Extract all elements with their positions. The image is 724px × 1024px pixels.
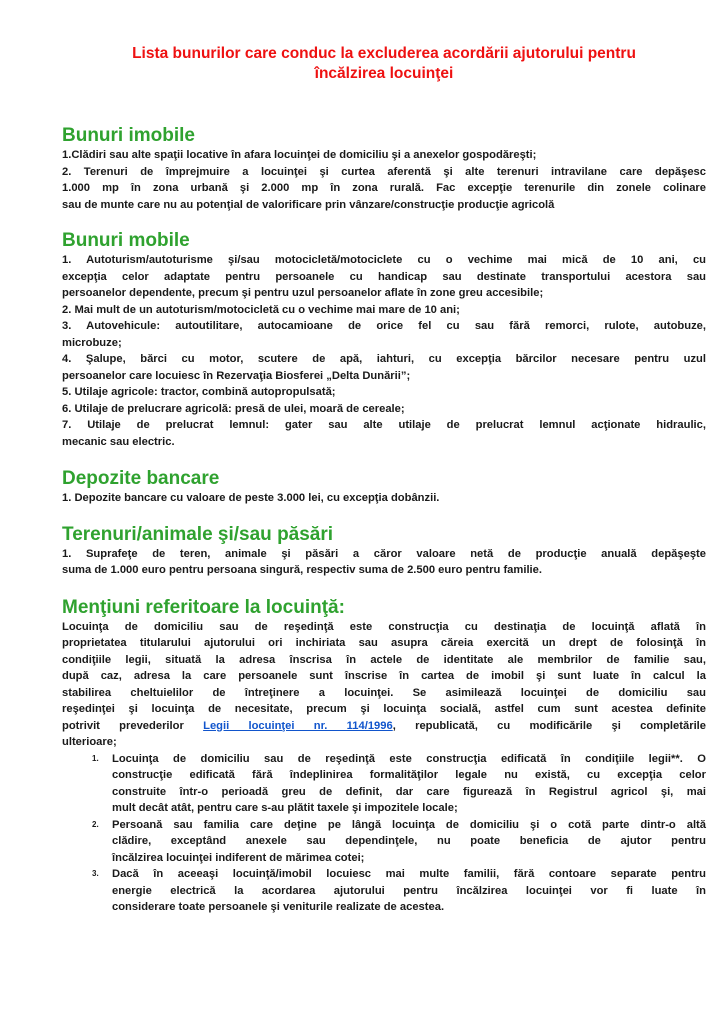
document-title [62, 44, 706, 84]
list-item [92, 751, 706, 817]
mentiuni-list [62, 751, 706, 916]
list-item-line: considerare toate persoanele şi veniturile realizate de acestea. [112, 901, 445, 913]
heading-mentiuni-locuinta: Menţiuni referitoare la locuinţă: [62, 596, 345, 618]
title-line-1: Lista bunurilor care conduc la excluderea acordării ajutorului pentru [132, 45, 636, 62]
imobile-line: sau de munte care nu au potenţial de valorificare prin vânzare/construcţie producţie agricolă [62, 198, 555, 211]
list-item-line: energie electrică la acordarea ajutorului pentru încălzirea locuinţei vor fi luate în [112, 884, 706, 897]
depozite-line: 1. Depozite bancare cu valoare de peste 3.000 lei, cu excepţia dobânzii. [62, 492, 440, 504]
mentiuni-line: proprietatea titularului ajutorului ori inchiriata sau asupra căreia exercită un drept de folosinţă în [62, 637, 706, 649]
mobile-line: 5. Utilaje agricole: tractor, combină autopropulsată; [62, 386, 336, 398]
mentiuni-line: Locuinţa de domiciliu sau de reşedinţă este construcţia cu destinaţia de locuinţă aflată în [62, 620, 706, 633]
mentiuni-line: ulterioare; [62, 736, 117, 748]
mobile-line: 6. Utilaje de prelucrare agricolă: presă de ulei, moară de cereale; [62, 402, 405, 415]
mobile-line: 3. Autovehicule: autoutilitare, autocamioane de orice fel cu sau fără remorci, rulote, autobuze, [62, 320, 706, 332]
mentiuni-line: reşedinţei şi locuinţa de necesitate, precum şi locuinţa socială, astfel cum sunt acestea definite [62, 703, 706, 715]
mobile-line: persoanelor care locuiesc în Rezervaţia Biosferei „Delta Dunării”; [62, 369, 411, 382]
heading-bunuri-imobile: Bunuri imobile [62, 125, 195, 146]
mobile-line: 2. Mai mult de un autoturism/motocicletă cu o vechime mai mare de 10 ani; [62, 303, 460, 316]
heading-depozite-bancare: Depozite bancare [62, 468, 220, 489]
mobile-line: 1. Autoturism/autoturisme şi/sau motocicletă/motociclete cu o vechime mai mică de 10 ani, cu [62, 254, 706, 266]
imobile-line: 1.Clădiri sau alte spaţii locative în afara locuinţei de domiciliu şi a anexelor gospodăreşti; [62, 149, 537, 161]
terenuri-line: suma de 1.000 euro pentru persoana singură, respectiv suma de 2.500 euro pentru familie. [62, 564, 542, 576]
mentiuni-line-law [62, 718, 706, 735]
section-bunuri-mobile [62, 252, 706, 450]
mobile-line: 7. Utilaje de prelucrat lemnul: gater sau alte utilaje de prelucrat lemnul acţionate hidraulic, [62, 419, 706, 431]
mentiuni-line: stabilirea cheltuielilor de întreţinere a locuinţei. Se asimilează locuinţei de domiciliu sau [62, 686, 706, 699]
section-bunuri-imobile [62, 147, 706, 213]
imobile-line: 1.000 mp în zona urbană şi 2.000 mp în zona rurală. Fac excepţie terenurile din zonele colinare [62, 182, 706, 194]
list-item [92, 817, 706, 867]
list-item-number: 3. [92, 869, 99, 878]
terenuri-line: 1. Suprafeţe de teren, animale şi păsări a căror valoare netă de producţie anuală depăşeşte [62, 547, 706, 560]
heading-bunuri-mobile: Bunuri mobile [62, 230, 190, 251]
title-line-2: încălzirea locuinţei [314, 65, 454, 82]
list-item-line: Persoană sau familia care deţine pe lângă locuinţa de domiciliu şi o cotă parte dintr-o altă [112, 818, 706, 831]
mobile-line: microbuze; [62, 336, 122, 349]
section-mentiuni-locuinta [62, 619, 706, 916]
section-terenuri-animale [62, 546, 706, 579]
mobile-line: 4. Şalupe, bărci cu motor, scutere de apă, iahturi, cu excepţia bărcilor necesare pentru uzul [62, 353, 706, 365]
mobile-line: mecanic sau electric. [62, 435, 175, 448]
mobile-line: excepţia celor adaptate pentru persoanele cu handicap sau destinate transportului acestora sau [62, 270, 706, 283]
list-item-line: Dacă în aceeaşi locuinţă/imobil locuiesc mai multe familii, fără contoare separate pentru [112, 868, 706, 880]
list-item [92, 866, 706, 916]
law-114-1996-link[interactable]: Legii locuinţei nr. 114/1996 [203, 719, 393, 732]
list-item-line: construite într-o perioadă greu de definit, dar care figurează în Registrul agricol şi, mai [112, 785, 706, 798]
list-item-number: 1. [92, 753, 99, 763]
list-item-number: 2. [92, 819, 99, 829]
list-item-line: mult decât atât, pentru care s-au plătit taxele şi impozitele locale; [112, 802, 458, 814]
mobile-line: persoanelor dependente, precum şi pentru uzul persoanelor aflate în zone greu accesibile; [62, 287, 544, 299]
imobile-line: 2. Terenuri de împrejmuire a locuinţei şi curtea aferentă şi alte terenuri intravilane care depăşesc [62, 165, 706, 178]
list-item-line: încălzirea locuinţei indiferent de mărimea cotei; [112, 851, 365, 864]
list-item-line: construcţie edificată fără îndeplinirea formalităţilor legale nu există, cu excepţia celor [112, 769, 706, 781]
mentiuni-law-suffix: , republicată, cu modificările şi completările [392, 719, 707, 732]
mentiuni-line: după caz, adresa la care persoanele sunt înscrise în cartea de imobil şi sunt luate în calcul la [62, 670, 706, 682]
list-item-line: clădire, exceptând anexele sau dependinţele, nu poate beneficia de ajutor pentru [112, 835, 706, 847]
list-item-line: Locuinţa de domiciliu sau de reşedinţă este construcţia edificată în condiţiile legii**. O [112, 752, 706, 765]
heading-terenuri-animale: Terenuri/animale şi/sau păsări [62, 523, 334, 545]
mentiuni-line: condiţiile legii, situată la adresa înscrisa în actele de identitate ale membrilor de familie sau, [62, 653, 706, 666]
mentiuni-law-prefix: potrivit prevederilor [62, 719, 204, 732]
section-depozite-bancare [62, 490, 706, 507]
